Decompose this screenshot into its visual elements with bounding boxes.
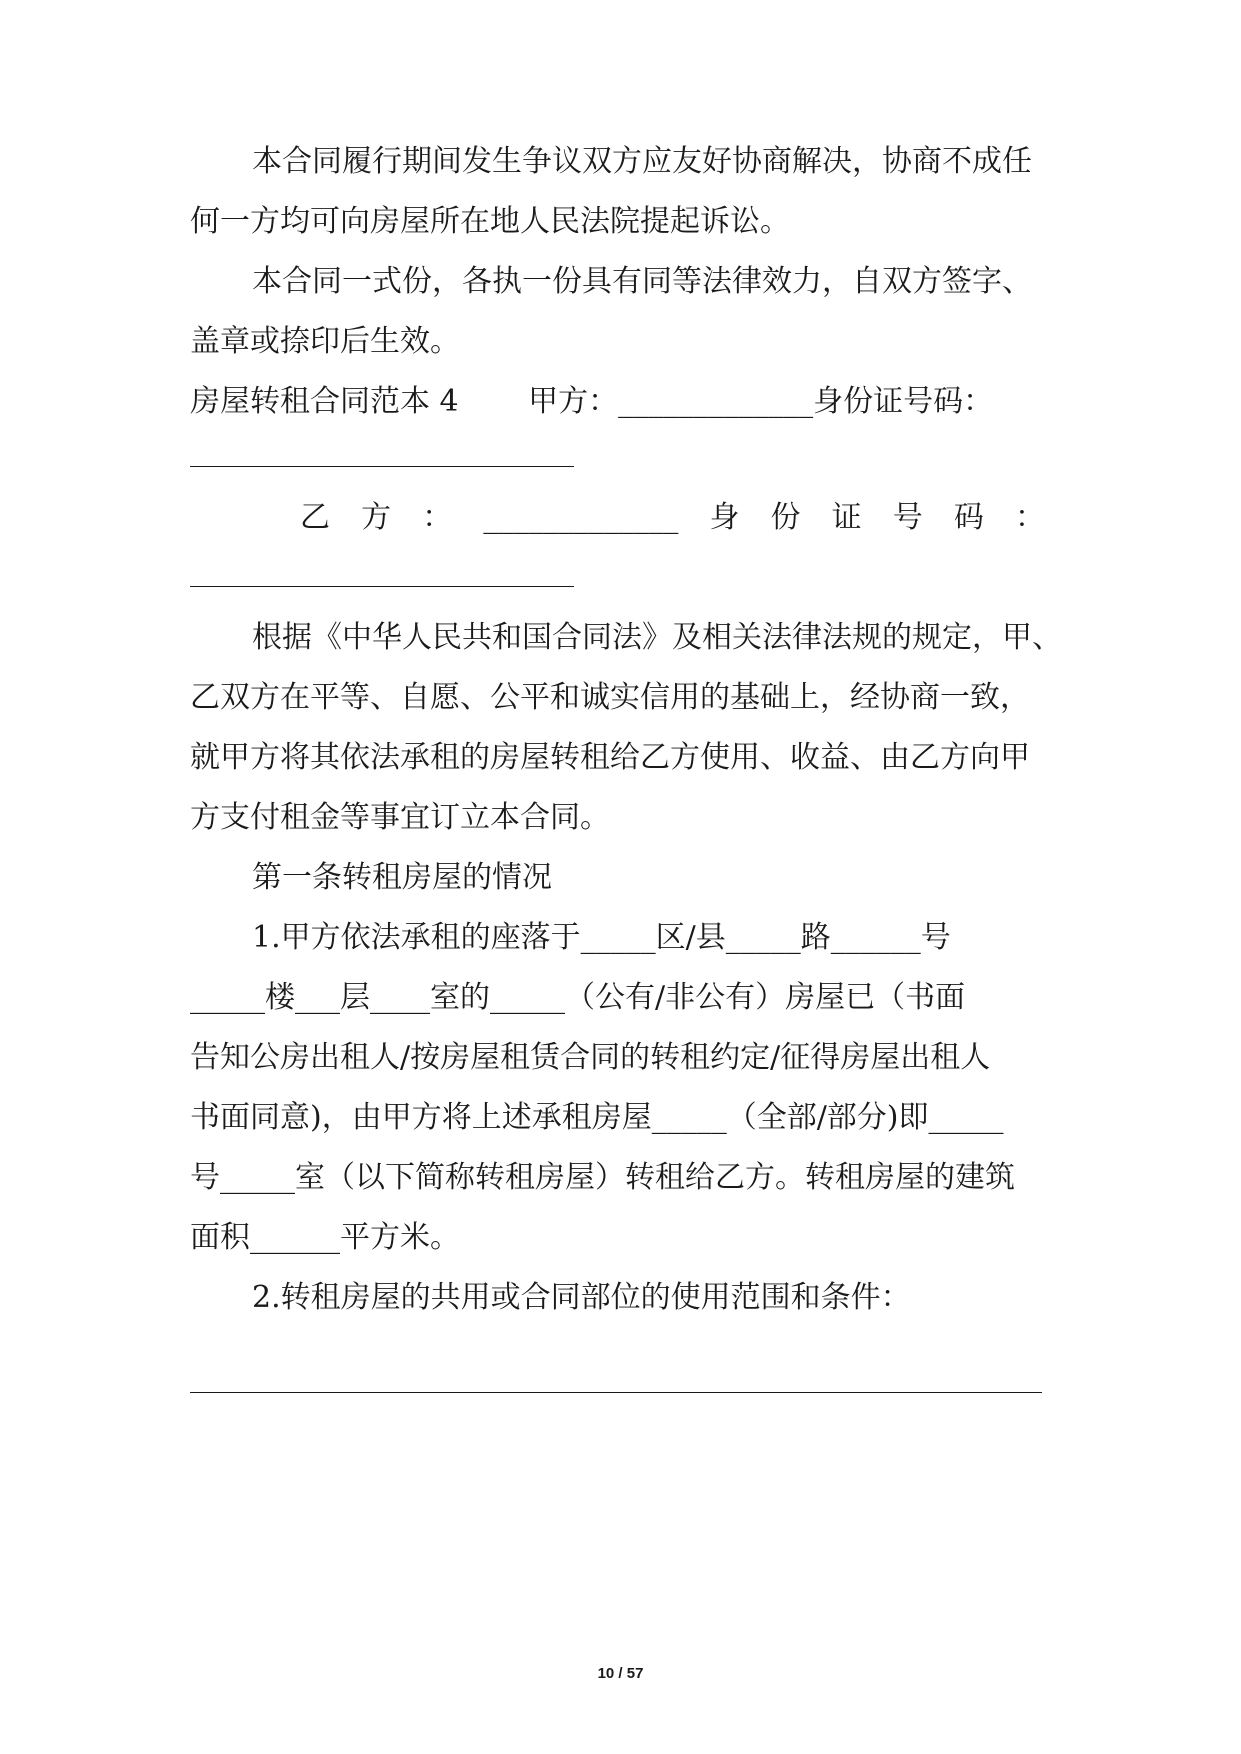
paragraph-copies-line-2: 盖章或捺印后生效。 <box>190 324 460 359</box>
party-b-blank: _____________ <box>483 500 679 535</box>
party-a-id-blank-line <box>190 466 574 467</box>
item-1-line-5: 号_____室（以下简称转租房屋）转租给乙方。转租房屋的建筑 <box>190 1160 1015 1195</box>
item-1-line-3: 告知公房出租人/按房屋租赁合同的转租约定/征得房屋出租人 <box>190 1040 991 1075</box>
party-b-id-blank-line <box>190 586 574 587</box>
paragraph-basis-line-3: 就甲方将其依法承租的房屋转租给乙方使用、收益、由乙方向甲 <box>190 740 1030 775</box>
article-1-title: 第一条转租房屋的情况 <box>252 860 552 895</box>
party-b-line <box>300 498 1045 538</box>
paragraph-dispute-line-2: 何一方均可向房屋所在地人民法院提起诉讼。 <box>190 204 790 239</box>
party-b-char: 乙 <box>300 500 330 535</box>
party-b-char: 方 <box>361 500 392 535</box>
item-1-line-6: 面积______平方米。 <box>190 1220 460 1255</box>
party-b-char: ： <box>1014 500 1045 535</box>
paragraph-copies-line-1: 本合同一式份，各执一份具有同等法律效力，自双方签字、 <box>252 264 1032 299</box>
page-number: 10 / 57 <box>597 1665 644 1682</box>
paragraph-dispute-line-1: 本合同履行期间发生争议双方应友好协商解决，协商不成任 <box>252 144 1032 179</box>
party-b-char: ： <box>422 500 453 535</box>
party-b-char: 份 <box>770 500 801 535</box>
paragraph-basis-line-1: 根据《中华人民共和国合同法》及相关法律法规的规定，甲、 <box>252 620 1062 655</box>
party-b-char: 身 <box>709 500 740 535</box>
party-b-char: 码 <box>953 500 984 535</box>
item-2-line-1: 2.转租房屋的共用或合同部位的使用范围和条件： <box>252 1280 911 1315</box>
contract-title-party-a: 房屋转租合同范本 4 甲方：_____________身份证号码： <box>190 384 994 419</box>
item-2-blank-line <box>190 1392 1042 1393</box>
paragraph-basis-line-2: 乙双方在平等、自愿、公平和诚实信用的基础上，经协商一致， <box>190 680 1030 715</box>
party-b-char: 证 <box>831 500 862 535</box>
item-1-line-2: _____楼___层____室的_____（公有/非公有）房屋已（书面 <box>190 980 966 1015</box>
item-1-line-1: 1.甲方依法承租的座落于_____区/县_____路______号 <box>252 920 951 955</box>
paragraph-basis-line-4: 方支付租金等事宜订立本合同。 <box>190 800 610 835</box>
party-b-char: 号 <box>892 500 923 535</box>
item-1-line-4: 书面同意)，由甲方将上述承租房屋_____（全部/部分)即_____ <box>190 1100 1004 1135</box>
